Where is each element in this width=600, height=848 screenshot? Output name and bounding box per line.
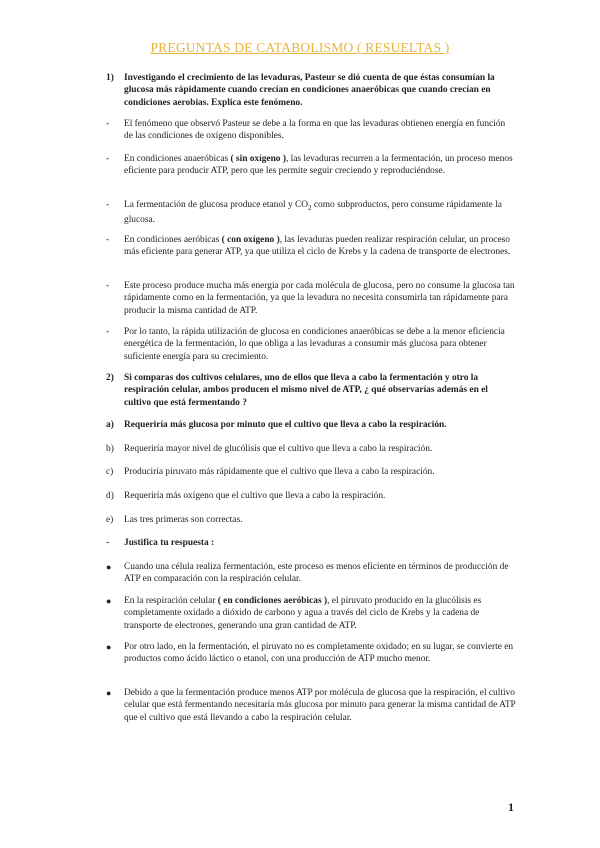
paragraph-text: En condiciones anaeróbicas ( sin oxígeno ), las levaduras recurren a la fermentación, un proceso menos eficiente para producir ATP, pero que les permite seguir creciendo y reproduciéndose. (124, 154, 513, 177)
dash-marker: - (106, 281, 110, 291)
bullet-marker: ● (106, 642, 112, 652)
option-text: Requeriría mayor nivel de glucólisis que el cultivo que lleva a cabo la respiración. (124, 444, 433, 454)
paragraph-text: Por otro lado, en la fermentación, el piruvato no es completamente oxidado; en su lugar, se convierte en productos como ácido láctico o etanol, con una producción de ATP mucho menor. (124, 642, 514, 665)
dash-marker: - (106, 327, 110, 337)
bullet-marker: ● (106, 688, 112, 698)
option-text: Requeriría más oxígeno que el cultivo que lleva a cabo la respiración. (124, 491, 386, 501)
justify-label: Justifica tu respuesta : (124, 538, 215, 548)
bullet-marker: ● (106, 562, 112, 572)
bold-term: ( en condiciones aeróbicas ) (217, 596, 328, 606)
page-number: 1 (508, 800, 514, 814)
paragraph-text: En condiciones aeróbicas ( con oxígeno ), las levaduras pueden realizar respiración celular, un proceso más eficiente para generar ATP, ya que utiliza el ciclo de Krebs y la cadena de transporte de electrones. (124, 235, 511, 258)
option-text: Las tres primeras son correctas. (124, 515, 243, 525)
paragraph-text: La fermentación de glucosa produce etanol y $CO_2$ como subproductos, pero consume rápidamente la glucosa. (124, 200, 502, 226)
question-text: Investigando el crecimiento de las levaduras, Pasteur se dió cuenta de que éstas consumían la glucosa más rápidamente cuando crecían en condiciones anaeróbicas que cuando crecían en condiciones aerobias. Explica este fenómeno. (124, 73, 495, 108)
bullet-marker: ● (106, 596, 112, 606)
paragraph-text: En la respiración celular ( en condiciones aeróbicas ), el piruvato producido en la glucólisis es completamente oxidado a dióxido de carbono y agua a través del ciclo de Krebs y la cadena de transporte de electrones, generando una gran cantidad de ATP. (124, 596, 482, 631)
dash-marker: - (106, 154, 110, 164)
question-number: 1) (106, 73, 114, 83)
bold-term: ( sin oxígeno ) (230, 154, 286, 164)
paragraph-text: Por lo tanto, la rápida utilización de glucosa en condiciones anaeróbicas se debe a la menor eficiencia energética de la fermentación, lo que obliga a las levaduras a consumir más glucosa para obtener suficiente energía para su crecimiento. (124, 327, 505, 362)
dash-marker: - (106, 235, 110, 245)
dash-marker: - (106, 200, 110, 210)
paragraph-text: Este proceso produce mucha más energía por cada molécula de glucosa, pero no consume la glucosa tan rápidamente como en la fermentación, ya que la levadura no necesita consumirla tan rápidamente para producir la misma cantidad de ATP. (124, 281, 515, 316)
page-title: PREGUNTAS DE CATABOLISMO ( RESUELTAS ) (150, 40, 450, 55)
option-text: Requeriría más glucosa por minuto que el cultivo que lleva a cabo la respiración. (124, 420, 447, 430)
paragraph-text: Cuando una célula realiza fermentación, este proceso es menos eficiente en términos de producción de ATP en comparación con la respiración celular. (124, 562, 509, 585)
option-letter: b) (106, 444, 114, 454)
option-letter: a) (106, 420, 114, 430)
dash-marker: - (106, 538, 110, 548)
option-letter: d) (106, 491, 114, 501)
paragraph-text: Debido a que la fermentación produce menos ATP por molécula de glucosa que la respiración, el cultivo celular que está fermentando necesitaría más glucosa por minuto para generar la misma cantidad de ATP que el cultivo que está llevando a cabo la respiración celular. (124, 688, 516, 723)
option-letter: e) (106, 515, 114, 525)
dash-marker: - (106, 119, 110, 129)
paragraph-text: El fenómeno que observó Pasteur se debe a la forma en que las levaduras obtienen energía en función de las condiciones de oxígeno disponibles. (124, 119, 506, 142)
question-number: 2) (106, 373, 114, 383)
option-letter: c) (106, 467, 114, 477)
question-text: Si comparas dos cultivos celulares, uno de ellos que lleva a cabo la fermentación y otro la respiración celular, ambos producen el mismo nivel de ATP, ¿ qué observarías además en el cultivo que está fermentando ? (124, 373, 488, 408)
bold-term: ( con oxígeno ) (221, 235, 280, 245)
option-text: Produciría piruvato más rápidamente que el cultivo que lleva a cabo la respiración. (124, 467, 435, 477)
